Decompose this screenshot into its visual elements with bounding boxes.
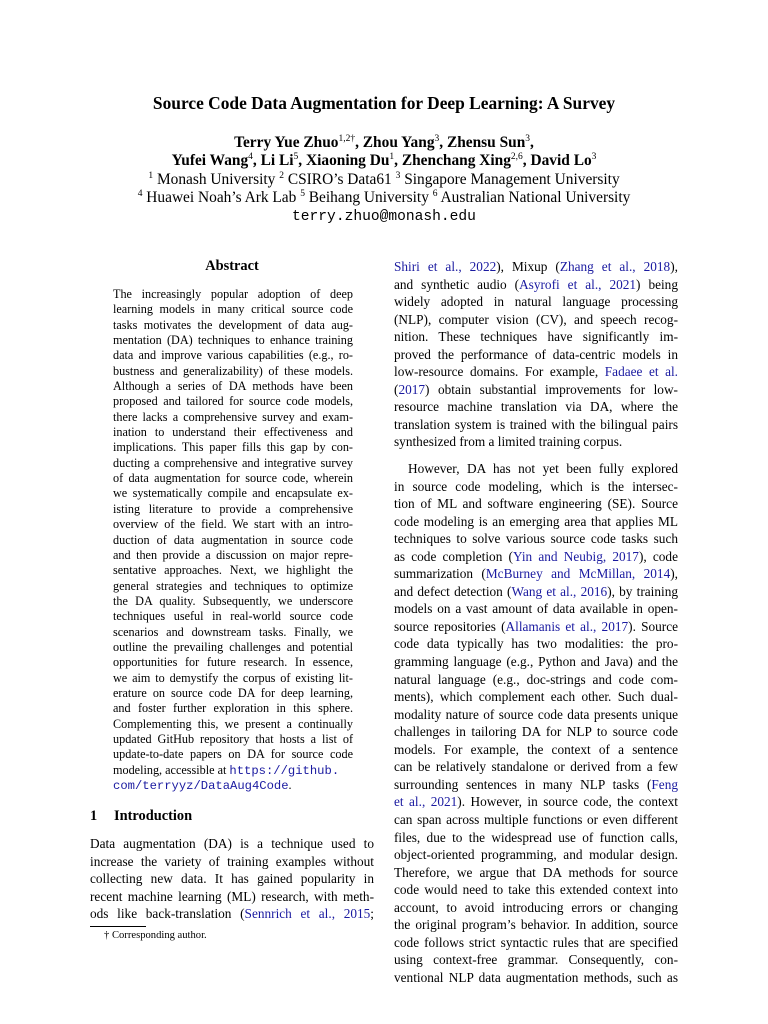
- abstract-line: proposed and tailored for source code models,: [113, 394, 353, 409]
- text-fragment: ), code: [638, 548, 678, 564]
- body-line: [394, 829, 678, 847]
- text-fragment: code would need to take this extended context into: [394, 882, 678, 898]
- body-line: [394, 881, 678, 899]
- abstract-line: and foster further exploration in this sphere.: [113, 701, 353, 716]
- abstract-line: Complementing this, we present a continually: [113, 716, 353, 731]
- text-fragment: code modeling is an emerging area that applies ML: [394, 513, 678, 529]
- affiliation-number: 6: [432, 189, 438, 200]
- author-name: Zhenchang Xing: [401, 152, 511, 170]
- text-fragment: as code completion (: [394, 548, 513, 564]
- author-affiliation-marker: 1: [389, 152, 395, 163]
- text-fragment: can span across multiple functions or even different: [394, 811, 678, 827]
- body-line: [394, 635, 678, 653]
- authors-line-2: Yufei Wang$^4$, Li Li$^5$, Xiaoning Du$^1$, Zhenchang Xing$^{2,6}$, David Lo$^3$: [171, 152, 597, 170]
- abstract-line: erature on source code DA for deep learning,: [113, 685, 353, 700]
- abstract-line: [113, 763, 353, 778]
- citation-link[interactable]: Allamanis et al., 2017: [505, 618, 629, 634]
- text-fragment: tion of ML and software engineering (SE). Source: [394, 496, 678, 512]
- text-fragment: in source code modeling, which is the intersec-: [394, 478, 678, 494]
- affiliation-name: Huawei Noah’s Ark Lab: [146, 189, 297, 207]
- abstract-line: sentative approaches. Next, we highlight the: [113, 563, 353, 578]
- text-fragment: proved the performance of data-centric models in: [394, 346, 678, 362]
- paper-title: Source Code Data Augmentation for Deep Learning: A Survey: [152, 93, 616, 113]
- citation-link[interactable]: Asyrofi et al., 2021: [519, 276, 637, 292]
- body-line: [394, 530, 678, 548]
- body-line: [394, 293, 678, 311]
- author-name: Terry Yue Zhuo: [234, 134, 339, 151]
- affiliation-name: Singapore Management University: [404, 170, 620, 188]
- section-number: 1: [90, 808, 98, 824]
- text-fragment: surrounding sentences in many NLP tasks (: [394, 776, 652, 792]
- abstract-line: outline the prevailing challenges and potential: [113, 639, 353, 654]
- text-fragment: models. For example, the context of a sentence: [394, 741, 678, 757]
- body-line: [394, 583, 678, 601]
- body-line: Data augmentation (DA) is a technique used to: [90, 836, 374, 851]
- abstract-line: data and improve various capabilities (e.g., ro-: [113, 348, 353, 363]
- affiliation-number: 1: [148, 170, 154, 181]
- abstract-line: isting literature to provide a comprehensive: [113, 501, 353, 516]
- body-line: [394, 276, 678, 294]
- body-line: [394, 934, 678, 952]
- text-fragment: resource machine translation via DA, where the: [394, 399, 678, 415]
- abstract-text-fragment: .: [288, 778, 292, 792]
- abstract-line: ducting a comprehensive and integrative survey: [113, 455, 353, 470]
- abstract-line: we aim to demystify the corpus of existing lit-: [113, 670, 353, 685]
- text-fragment: account, to avoid introducing errors or changing: [394, 899, 678, 915]
- text-fragment: low-resource domains. For example,: [394, 364, 605, 380]
- abstract-line: we systematically compile and encapsulate ex-: [113, 486, 353, 501]
- author-affiliation-marker: 3: [434, 134, 440, 144]
- body-line: [90, 905, 374, 923]
- abstract-text: [113, 287, 353, 793]
- author-name: Li Li: [260, 152, 294, 170]
- text-fragment: ;: [370, 906, 374, 922]
- text-fragment: ods like back-translation (: [90, 906, 245, 922]
- affiliation-name: Australian National University: [440, 189, 631, 207]
- abstract-line: [113, 778, 353, 793]
- body-line: [394, 793, 678, 811]
- body-line: [394, 671, 678, 689]
- abstract-line: the DA quality. Subsequently, we underscore: [113, 593, 353, 608]
- body-line: [394, 478, 678, 496]
- authors-line-1: Terry Yue Zhuo$^{1,2\dagger}$, Zhou Yang$^3$, Zhensu Sun$^3$,: [234, 134, 534, 151]
- affiliations-line-2: [0, 189, 768, 207]
- section-title: Introduction: [114, 808, 193, 824]
- text-fragment: ),: [670, 566, 678, 582]
- body-line: [394, 688, 678, 706]
- text-fragment: using context-free grammar. Consequently, con-: [394, 952, 678, 968]
- body-line: [394, 864, 678, 882]
- author-affiliation-marker: 4: [248, 152, 253, 163]
- abstract-line: techniques useful in real-world source code: [113, 609, 353, 624]
- repository-link[interactable]: https://github.: [229, 763, 340, 778]
- abstract-heading: Abstract: [205, 258, 259, 274]
- text-fragment: ) obtain substantial improvements for low-: [425, 381, 678, 397]
- citation-link[interactable]: Zhang et al., 2018: [559, 259, 671, 274]
- author-affiliation-marker: 5: [293, 152, 299, 163]
- text-fragment: nition. These techniques have significantly im-: [394, 329, 678, 345]
- text-fragment: files, due to the widespread use of function calls,: [394, 829, 678, 845]
- text-fragment: translation system is trained with the bilingual pairs: [394, 416, 678, 432]
- text-fragment: ventional NLP data augmentation methods, such as: [394, 969, 678, 985]
- text-fragment: ) being: [636, 276, 678, 292]
- abstract-text-fragment: modeling, accessible at: [113, 762, 230, 777]
- author-name: Zhou Yang: [362, 134, 435, 151]
- author-affiliation-marker: 3: [525, 134, 531, 144]
- abstract-line: updated GitHub repository that hosts a list of: [113, 731, 353, 746]
- author-affiliation-marker: 2,6: [510, 152, 523, 163]
- text-fragment: techniques to solve various source code tasks such: [394, 531, 678, 547]
- body-line: [394, 653, 678, 671]
- author-email: terry.zhuo@monash.edu: [292, 208, 476, 225]
- body-line: [394, 433, 678, 451]
- abstract-line: update-to-date papers on DA for source code: [113, 747, 353, 762]
- affiliation-number: 2: [279, 170, 284, 181]
- affiliations-line-1: [0, 171, 768, 189]
- section-heading-introduction: [90, 808, 192, 825]
- citation-link[interactable]: Feng: [651, 776, 678, 792]
- body-line: [394, 381, 678, 399]
- affiliation-number: 3: [395, 170, 401, 181]
- body-line: [394, 363, 678, 381]
- footnote: † Corresponding author.: [104, 930, 207, 941]
- author-name: Yufei Wang: [171, 152, 249, 170]
- affiliation-name: Monash University: [156, 170, 276, 188]
- body-line: collecting new data. It has gained popularity in: [90, 871, 374, 887]
- body-line: [394, 398, 678, 416]
- citation-link[interactable]: Yin and Neubig, 2017: [512, 548, 639, 564]
- abstract-line: general strategies and techniques to optimize: [113, 578, 353, 593]
- abstract-line: opportunities for future research. In essence,: [113, 655, 353, 670]
- citation-link[interactable]: et al., 2021: [394, 794, 458, 810]
- body-line: [394, 258, 678, 276]
- affiliation-name: Beihang University: [308, 189, 429, 207]
- text-fragment: can be relatively standalone or derived from a few: [394, 759, 678, 775]
- footnote-rule: [90, 926, 146, 927]
- citation-link[interactable]: McBurney and McMillan, 2014: [485, 566, 671, 582]
- text-fragment: ). Source: [628, 618, 679, 634]
- body-line: [394, 416, 678, 434]
- body-line: [394, 618, 678, 636]
- text-fragment: challenges in tailoring DA for NLP to source code: [394, 724, 678, 740]
- text-fragment: However, DA has not yet been fully explored: [408, 461, 678, 477]
- text-fragment: source repositories (: [394, 618, 506, 634]
- abstract-line: learning models in many critical source code: [113, 302, 353, 317]
- repository-link[interactable]: com/terryyz/DataAug4Code: [113, 779, 289, 793]
- abstract-line: scenarios and downstream tasks. Finally, we: [113, 624, 353, 639]
- affiliation-number: 4: [137, 189, 143, 200]
- body-line: [394, 969, 678, 987]
- body-line: [394, 899, 678, 917]
- text-fragment: object-oriented programming, and modular design.: [394, 847, 678, 863]
- citation-link[interactable]: Wang et al., 2016: [511, 583, 608, 599]
- body-line: [394, 916, 678, 934]
- body-line: [394, 706, 678, 724]
- text-fragment: ), by training: [607, 583, 679, 599]
- citation-link[interactable]: Fadaee et al.: [604, 364, 678, 380]
- body-line: [394, 723, 678, 741]
- text-fragment: and defect detection (: [394, 583, 512, 599]
- paragraph-gap: [394, 451, 678, 460]
- abstract-line: there lacks a comprehensive survey and exam-: [113, 409, 353, 424]
- text-fragment: synthesized from a limited training corpus.: [394, 434, 623, 450]
- body-line: [394, 758, 678, 776]
- text-fragment: the original program’s behavior. In addition, source: [394, 917, 678, 933]
- abstract-line: implications. This paper fills this gap by con-: [113, 440, 353, 455]
- text-fragment: (NLP), computer vision (CV), and speech recog-: [394, 311, 678, 327]
- introduction-left-text: [90, 835, 374, 923]
- author-affiliation-marker: 1,2†: [338, 134, 356, 144]
- body-line: [394, 311, 678, 329]
- abstract-line: ination to understand their effectiveness and: [113, 425, 353, 440]
- body-line: [394, 495, 678, 513]
- body-line: [394, 346, 678, 364]
- citation-link[interactable]: 2017: [398, 381, 426, 397]
- body-line: [394, 328, 678, 346]
- affiliation-number: 5: [300, 189, 305, 200]
- text-fragment: ),: [670, 259, 678, 274]
- body-line: [394, 846, 678, 864]
- body-line: [394, 951, 678, 969]
- abstract-line: duction of data augmentation in source code: [113, 532, 353, 547]
- text-fragment: natural language (e.g., doc-strings and code com-: [394, 671, 678, 687]
- abstract-line: of data augmentation for source code, wherein: [113, 471, 353, 486]
- text-fragment: ). However, in source code, the context: [457, 794, 678, 810]
- text-fragment: ), Mixup (: [496, 259, 560, 274]
- body-line: [394, 565, 678, 583]
- text-fragment: summarization (: [394, 566, 486, 582]
- text-fragment: code follows strict syntactic rules that are specified: [394, 934, 678, 950]
- author-block: [0, 134, 768, 226]
- abstract-line: Although a series of DA methods have been: [113, 379, 353, 394]
- author-name: Zhensu Sun: [446, 134, 526, 151]
- text-fragment: gramming language (e.g., Python and Java) and the: [394, 654, 678, 670]
- text-fragment: modality nature of source code data presents unique: [394, 706, 678, 722]
- body-line: recent machine learning (ML) research, with meth-: [90, 888, 374, 904]
- body-line: increase the variety of training examples without: [90, 853, 374, 869]
- text-fragment: Therefore, we argue that DA methods for source: [394, 864, 678, 880]
- abstract-line: The increasingly popular adoption of deep: [113, 287, 353, 301]
- affiliation-name: CSIRO’s Data61: [287, 170, 392, 188]
- author-name: David Lo: [530, 152, 592, 170]
- abstract-line: overview of the field. We start with an intro-: [113, 517, 353, 532]
- author-affiliation-marker: 3: [591, 152, 597, 163]
- body-line: [394, 460, 678, 478]
- body-line: [394, 600, 678, 618]
- citation-link[interactable]: Sennrich et al., 2015: [244, 906, 371, 922]
- body-line: [394, 513, 678, 531]
- body-line: [394, 776, 678, 794]
- abstract-line: mentation (DA) techniques to enhance training: [113, 333, 353, 348]
- introduction-right-text: [394, 258, 678, 986]
- text-fragment: and synthetic audio (: [394, 276, 520, 292]
- text-fragment: models on a vast amount of data available in open-: [394, 601, 678, 617]
- abstract-line: tasks motivates the development of data aug-: [113, 317, 353, 332]
- author-name: Xiaoning Du: [306, 152, 390, 170]
- body-line: [394, 741, 678, 759]
- text-fragment: code data typically has two modalities: the pro-: [394, 636, 678, 652]
- abstract-line: bustness and generalizability) of these models.: [113, 363, 353, 378]
- text-fragment: ments), which complement each other. Such dual-: [394, 689, 678, 705]
- abstract-line: and then provide a discussion on major repre-: [113, 547, 353, 562]
- body-line: [394, 811, 678, 829]
- citation-link[interactable]: Shiri et al., 2022: [394, 259, 497, 274]
- body-line: [394, 548, 678, 566]
- text-fragment: widely adopted in natural language processing: [394, 294, 678, 310]
- text-fragment: (: [394, 381, 399, 397]
